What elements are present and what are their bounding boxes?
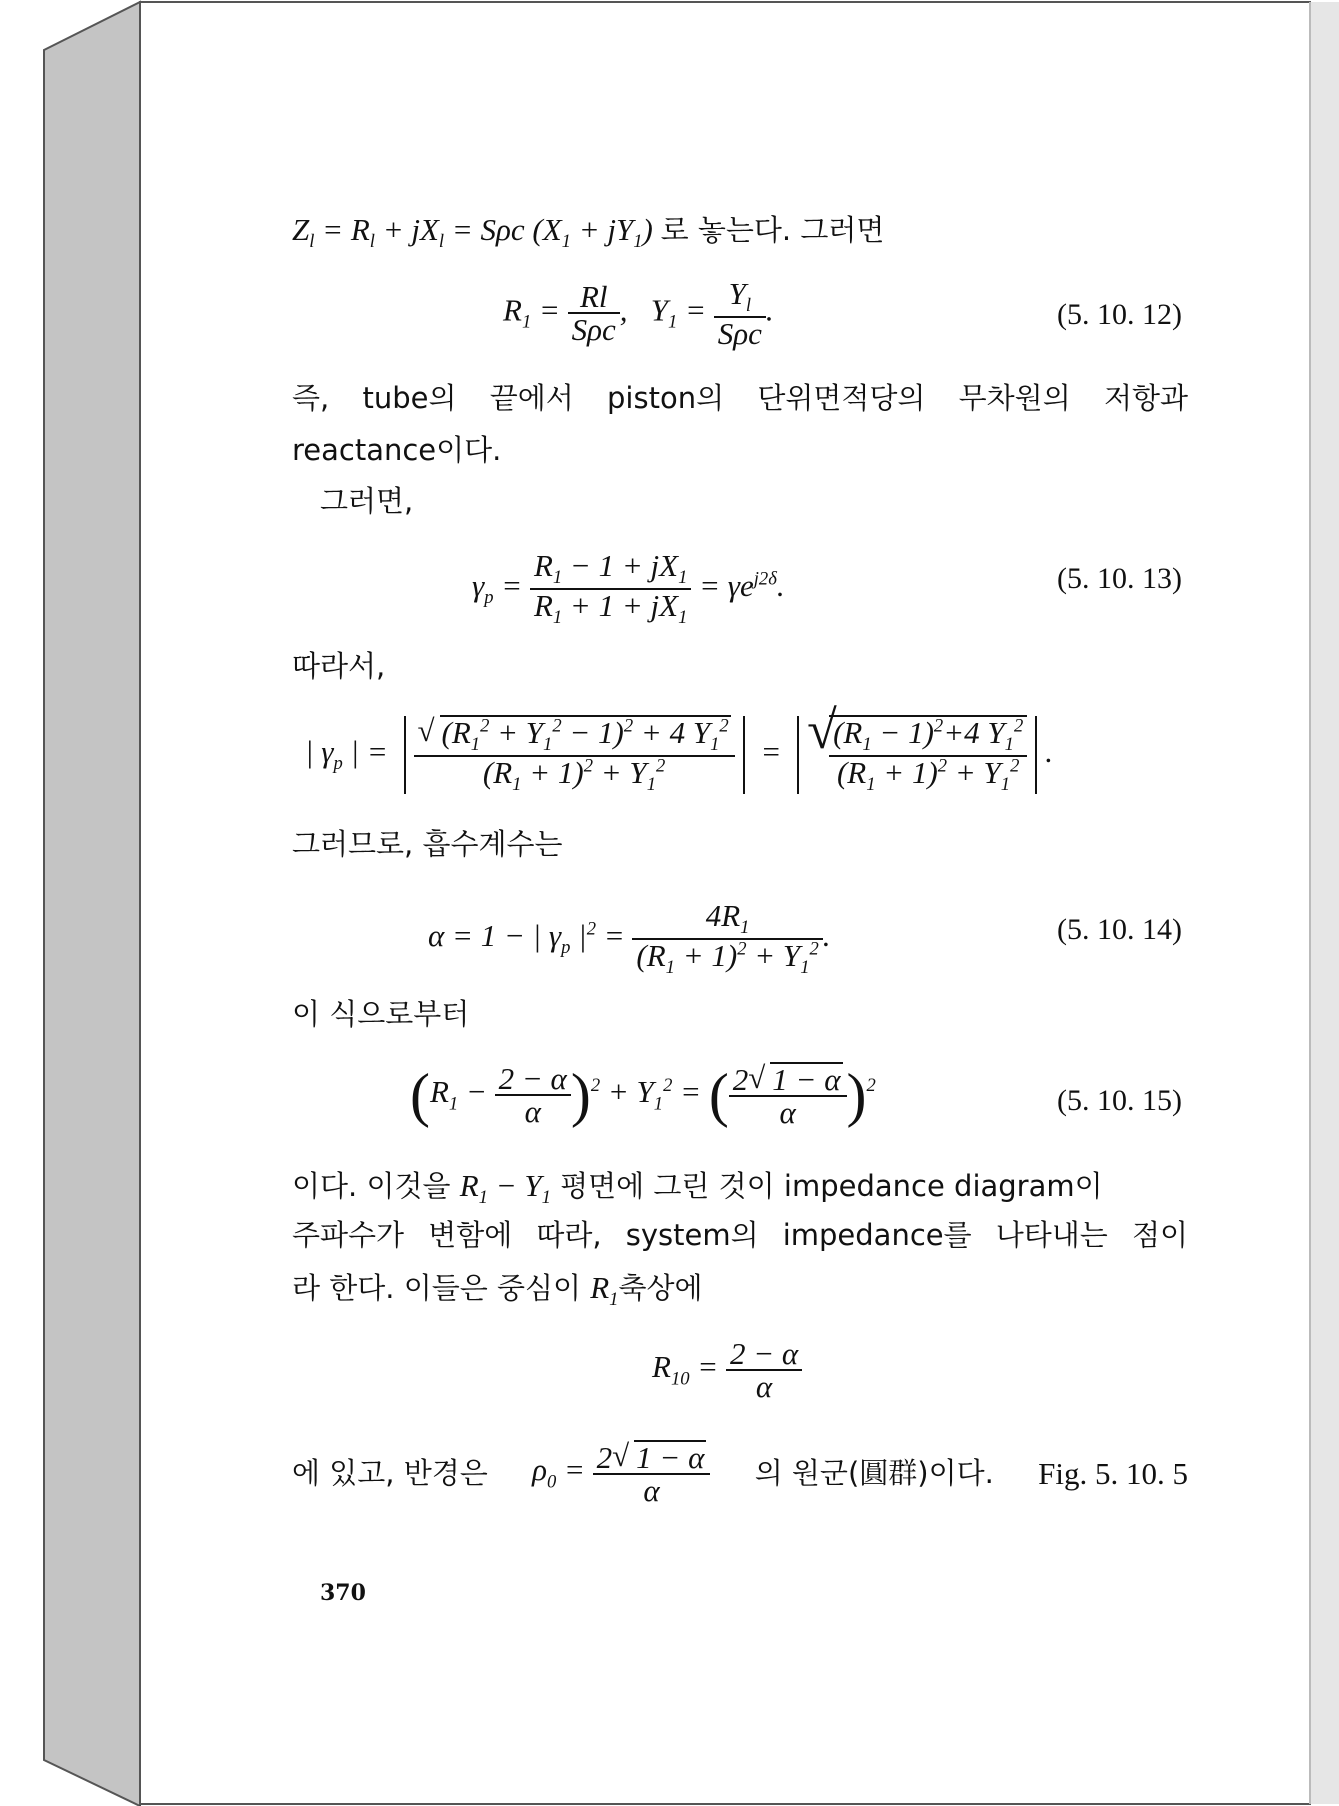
word: 따라, — [536, 1218, 602, 1252]
para-7-b: 의 원군(圓群)이다. — [754, 1455, 994, 1490]
word: 나타내는 — [995, 1218, 1108, 1252]
eq-number-5-10-15: (5. 10. 15) — [1057, 1084, 1182, 1117]
para-6-line-3: 라 한다. 이들은 중심이 $R_1$축상에 — [292, 1270, 703, 1311]
word: tube의 — [362, 381, 457, 415]
para-7: 에 있고, 반경은 $\rho_0$ = 2 √ 1 − α α 의 원군(圓群)이다. Fig. 5. 10. 5 — [292, 1438, 1188, 1508]
para-1-line-2: reactance이다. — [292, 433, 502, 467]
para-7-c: Fig. 5. 10. 5 — [1038, 1455, 1188, 1491]
word: 무차원의 — [958, 381, 1071, 415]
page-number: 370 — [320, 1580, 366, 1606]
para-1-line-1 — [292, 381, 1188, 415]
word: 점이 — [1131, 1218, 1188, 1252]
eq-number-5-10-13: (5. 10. 13) — [1057, 562, 1182, 595]
eq-number-5-10-12: (5. 10. 12) — [1057, 298, 1182, 331]
word: 끝에서 — [489, 381, 574, 415]
word: 주파수가 — [292, 1218, 405, 1252]
book-spine — [44, 2, 140, 1806]
eq-5-10-12: $R_1$ = $\frac{Rl}{\text{Sρc}}$ , $Y_1$ = $\frac{Y_l}{\text{Sρc}}$ . — [503, 276, 774, 351]
word: 저항과 — [1103, 381, 1188, 415]
para-3: 따라서, — [292, 649, 386, 683]
word: 단위면적당의 — [757, 381, 926, 415]
line-1-tail: 로 놓는다. 그러면 — [660, 213, 885, 247]
eq-5-10-13: $\gamma_p$ = $\frac{R_1 - 1 + jX_1}{R_1 + 1 + jX_1}$ = $\gamma e^{j2\delta}$. — [472, 548, 785, 628]
para-6-line-2 — [292, 1218, 1188, 1252]
word: system의 — [625, 1218, 759, 1252]
para-6-line-1-b: 평면에 그린 것이 impedance diagram이 — [560, 1169, 1103, 1203]
page-edge-shadow — [1310, 2, 1339, 1804]
book-page — [140, 0, 1310, 1806]
eq-magnitude: | $\gamma_p$ | = √ $(R_1^2 + Y_1^2 - 1)^2 + 4$ $Y_1^2$ $(R_1 + 1)^2 + Y_1^2$ = √ $\frac{(R_1 - 1)^2+4 Y_1^2}{(R_1 + 1)^2 + Y_1^2}$ . — [305, 700, 1053, 795]
eq-5-10-15: ($R_1$ − $\frac{2 - \alpha}{\alpha}$ )$^2 + Y_1^2$ = ( 2 √ 1 − α α )$^2$ — [410, 1060, 876, 1130]
word: impedance를 — [782, 1218, 972, 1252]
para-6-line-3-b: 축상에 — [618, 1271, 703, 1305]
word: 변함에 — [428, 1218, 513, 1252]
para-7-a: 에 있고, 반경은 — [292, 1455, 488, 1490]
word: 즉, — [292, 381, 330, 415]
line-1 — [292, 214, 884, 252]
para-6-line-3-a: 라 한다. 이들은 중심이 — [292, 1271, 581, 1305]
eq-number-5-10-14: (5. 10. 14) — [1057, 913, 1182, 946]
para-2: 그러면, — [320, 484, 414, 518]
word: piston의 — [607, 381, 725, 415]
eq-r10: $R_{10}$ = $\frac{2 - \alpha}{\alpha}$ — [652, 1338, 802, 1402]
para-4: 그러므로, 흡수계수는 — [292, 827, 563, 861]
para-5: 이 식으로부터 — [292, 997, 470, 1031]
eq-impedance-def: $Z_l = R_l + jX_l = S\rho c$ $(X_1 + jY_1)$ — [292, 212, 653, 253]
para-6-line-1: 이다. 이것을 $R_1 - Y_1$ 평면에 그린 것이 impedance diagram이 — [292, 1168, 1103, 1209]
para-6-line-1-a: 이다. 이것을 — [292, 1169, 451, 1203]
eq-5-10-14: α = 1 − | $\gamma_p$ $|^2$ = $\frac{4R_1}{(R_1 + 1)^2 + Y_1^2}$ . — [428, 898, 831, 978]
